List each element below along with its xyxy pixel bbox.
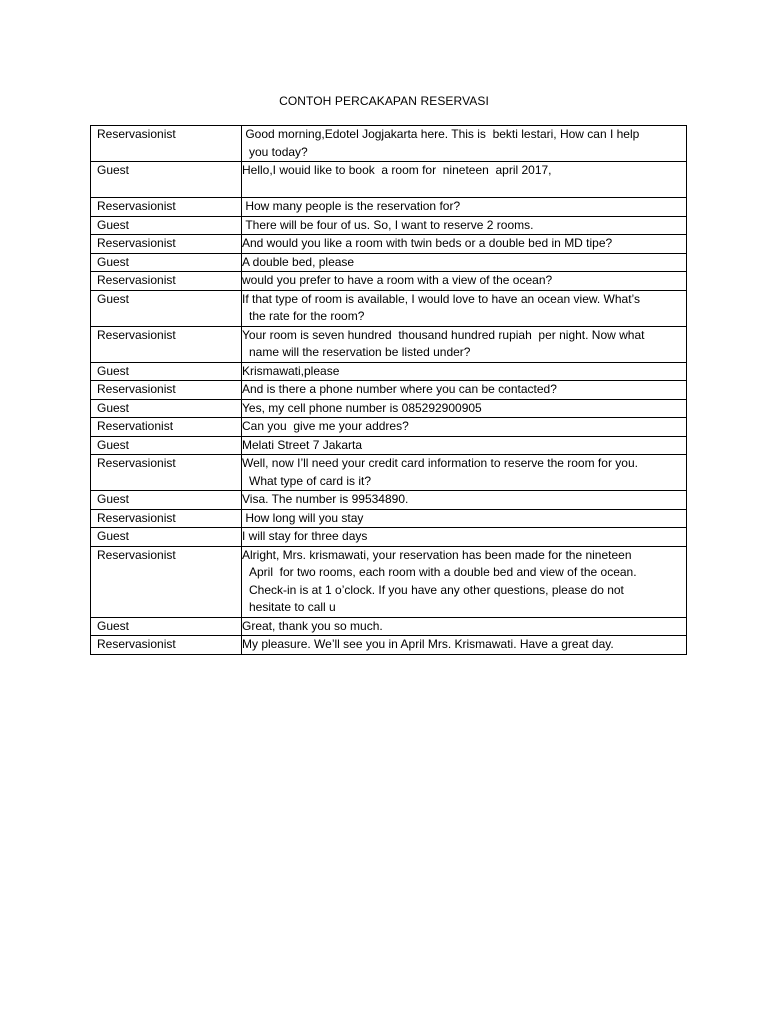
speaker-cell: Reservasionist — [91, 126, 242, 162]
table-row — [91, 272, 687, 291]
dialogue-line: And is there a phone number where you can be contacted? — [242, 382, 557, 396]
conversation-table — [90, 125, 687, 655]
dialogue-cell — [242, 381, 687, 400]
speaker-cell: Guest — [91, 162, 242, 198]
speaker-cell: Reservasionist — [91, 509, 242, 528]
dialogue-line: Great, thank you so much. — [242, 618, 383, 633]
table-row — [91, 546, 687, 617]
dialogue-line-continued: April for two rooms, each room with a double bed and view of the ocean. — [249, 565, 637, 579]
table-row — [91, 455, 687, 491]
dialogue-line-continued: you today? — [249, 144, 308, 159]
dialogue-cell — [242, 162, 687, 198]
table-row — [91, 617, 687, 636]
dialogue-text — [242, 491, 686, 509]
dialogue-cell — [242, 636, 687, 655]
dialogue-line: Can you give me your addres? — [242, 419, 409, 433]
table-row — [91, 235, 687, 254]
dialogue-text — [242, 126, 686, 161]
dialogue-line: Melati Street 7 Jakarta — [242, 437, 363, 452]
dialogue-line: There will be four of us. So, I want to reserve 2 rooms. — [242, 217, 534, 232]
dialogue-cell — [242, 253, 687, 272]
dialogue-line: Good morning,Edotel Jogjakarta here. This is bekti lestari, How can I help — [242, 127, 640, 141]
dialogue-line-continued: hesitate to call u — [249, 600, 336, 614]
table-row — [91, 528, 687, 547]
dialogue-text — [242, 528, 686, 546]
dialogue-text — [242, 162, 686, 197]
table-row — [91, 436, 687, 455]
dialogue-text — [242, 400, 686, 418]
table-row — [91, 253, 687, 272]
dialogue-text — [242, 363, 686, 381]
dialogue-line: If that type of room is available, I would love to have an ocean view. What’s — [242, 291, 640, 306]
table-row — [91, 198, 687, 217]
speaker-cell: Guest — [91, 399, 242, 418]
speaker-cell: Reservationist — [91, 418, 242, 437]
speaker-cell: Reservasionist — [91, 272, 242, 291]
dialogue-line-continued: name will the reservation be listed under? — [249, 345, 471, 359]
table-row — [91, 399, 687, 418]
speaker-cell: Reservasionist — [91, 546, 242, 617]
table-row — [91, 162, 687, 198]
dialogue-cell — [242, 272, 687, 291]
dialogue-cell — [242, 617, 687, 636]
conversation-table-body — [91, 126, 687, 655]
dialogue-line: How long will you stay — [242, 510, 364, 525]
dialogue-line-continued: Check-in is at 1 o’clock. If you have any other questions, please do not — [249, 582, 624, 597]
dialogue-line: And would you like a room with twin beds or a double bed in MD tipe? — [242, 236, 613, 250]
dialogue-cell — [242, 290, 687, 326]
speaker-cell: Guest — [91, 362, 242, 381]
dialogue-line: I will stay for three days — [242, 529, 368, 543]
table-row — [91, 362, 687, 381]
dialogue-text — [242, 455, 686, 490]
dialogue-line: Hello,I wouid like to book a room for nineteen april 2017, — [242, 163, 552, 177]
table-row — [91, 381, 687, 400]
dialogue-cell — [242, 126, 687, 162]
dialogue-cell — [242, 198, 687, 217]
dialogue-text — [242, 291, 686, 326]
dialogue-cell — [242, 528, 687, 547]
table-row — [91, 418, 687, 437]
dialogue-cell — [242, 418, 687, 437]
dialogue-line: A double bed, please — [242, 254, 355, 269]
speaker-cell: Reservasionist — [91, 455, 242, 491]
speaker-cell: Reservasionist — [91, 235, 242, 254]
table-row — [91, 290, 687, 326]
dialogue-text — [242, 381, 686, 399]
dialogue-text — [242, 198, 686, 216]
dialogue-line: Visa. The number is 99534890. — [242, 492, 409, 506]
document-title: CONTOH PERCAKAPAN RESERVASI — [279, 94, 489, 108]
dialogue-text — [242, 636, 686, 654]
dialogue-cell — [242, 509, 687, 528]
dialogue-cell — [242, 362, 687, 381]
dialogue-cell — [242, 491, 687, 510]
table-row — [91, 326, 687, 362]
speaker-cell: Guest — [91, 216, 242, 235]
speaker-cell: Guest — [91, 491, 242, 510]
dialogue-line: would you prefer to have a room with a view of the ocean? — [242, 273, 553, 287]
dialogue-text — [242, 217, 686, 235]
dialogue-line: My pleasure. We’ll see you in April Mrs. Krismawati. Have a great day. — [242, 637, 614, 651]
dialogue-line: Yes, my cell phone number is 085292900905 — [242, 400, 482, 415]
dialogue-line: How many people is the reservation for? — [242, 199, 461, 213]
dialogue-text — [242, 272, 686, 290]
dialogue-cell — [242, 399, 687, 418]
table-row — [91, 126, 687, 162]
dialogue-line: Well, now I’ll need your credit card information to reserve the room for you. — [242, 456, 638, 470]
dialogue-text — [242, 547, 686, 617]
dialogue-line-continued: What type of card is it? — [249, 473, 372, 488]
dialogue-line: Krismawati,please — [242, 363, 340, 378]
speaker-cell: Reservasionist — [91, 326, 242, 362]
speaker-cell: Guest — [91, 528, 242, 547]
table-row — [91, 491, 687, 510]
dialogue-text — [242, 510, 686, 528]
speaker-cell: Reservasionist — [91, 636, 242, 655]
dialogue-text — [242, 618, 686, 636]
speaker-cell: Guest — [91, 617, 242, 636]
dialogue-cell — [242, 546, 687, 617]
dialogue-cell — [242, 216, 687, 235]
dialogue-line: Your room is seven hundred thousand hundred rupiah per night. Now what — [242, 327, 645, 342]
dialogue-line-continued: the rate for the room? — [249, 309, 365, 323]
dialogue-text — [242, 235, 686, 253]
dialogue-cell — [242, 235, 687, 254]
speaker-cell: Reservasionist — [91, 381, 242, 400]
speaker-cell: Reservasionist — [91, 198, 242, 217]
table-row — [91, 509, 687, 528]
dialogue-text — [242, 437, 686, 455]
dialogue-line: Alright, Mrs. krismawati, your reservation has been made for the nineteen — [242, 547, 632, 562]
speaker-cell: Guest — [91, 253, 242, 272]
speaker-cell: Guest — [91, 436, 242, 455]
dialogue-cell — [242, 455, 687, 491]
dialogue-cell — [242, 436, 687, 455]
table-row — [91, 216, 687, 235]
dialogue-line-continued — [242, 180, 686, 198]
speaker-cell: Guest — [91, 290, 242, 326]
dialogue-text — [242, 254, 686, 272]
dialogue-text — [242, 327, 686, 362]
dialogue-cell — [242, 326, 687, 362]
table-row — [91, 636, 687, 655]
dialogue-text — [242, 418, 686, 436]
